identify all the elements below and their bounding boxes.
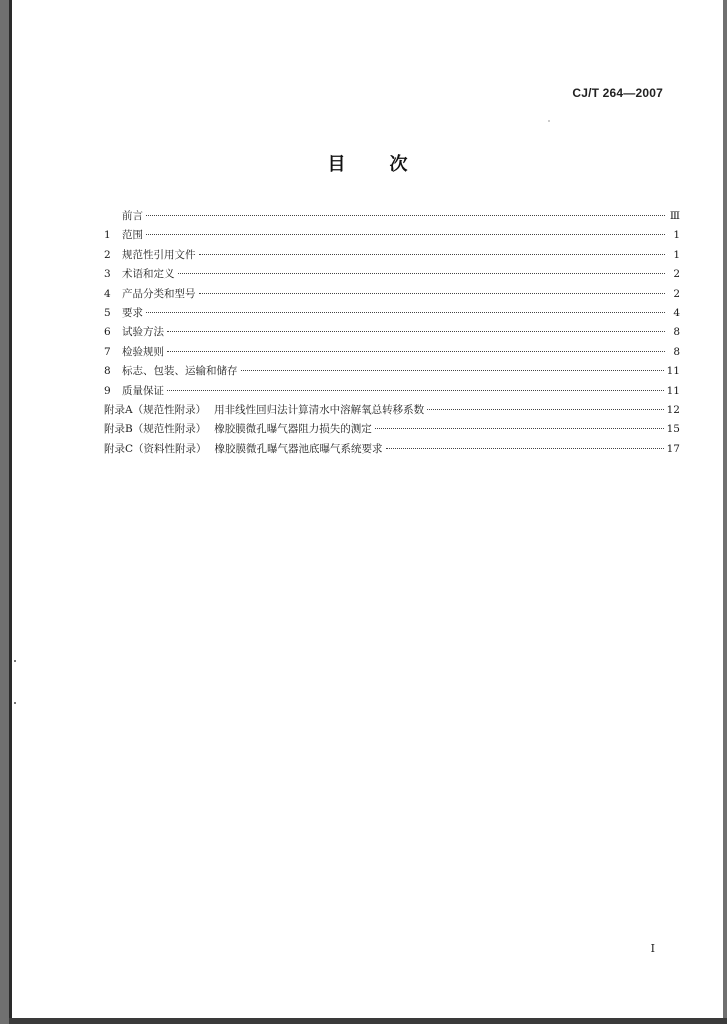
toc-entry-page: Ⅲ [669,210,680,222]
toc-entry-number: 6 [104,326,111,339]
toc-entry-label: 要求 [122,306,143,319]
toc-entry[interactable] [104,383,680,402]
toc-leader [199,293,666,294]
toc-entry-number: 1 [104,229,111,242]
toc-entry-page: 8 [673,345,680,358]
toc-entry-page: 11 [666,365,680,378]
toc-entry[interactable] [104,421,680,440]
toc-entry-page: 2 [673,268,680,281]
toc-entry-label: 范围 [122,229,143,242]
toc-entry[interactable] [104,286,680,305]
toc-entry-label: 用非线性回归法计算清水中溶解氧总转移系数 [214,403,425,416]
toc-leader [167,331,665,332]
toc-entry[interactable] [104,441,680,460]
page-shadow [9,1018,727,1024]
table-of-contents [104,208,680,460]
toc-entry-number: 5 [104,306,111,319]
toc-leader [146,215,665,216]
toc-entry-page: 2 [673,287,680,300]
toc-entry-page: 11 [666,384,680,397]
toc-entry-page: 8 [673,326,680,339]
toc-leader [146,312,665,313]
toc-entry-label: 橡胶膜微孔曝气器阻力损失的测定 [214,423,372,436]
toc-entry-page: 15 [666,423,680,436]
toc-entry-page: 4 [673,306,680,319]
toc-entry-label: 规范性引用文件 [122,248,196,261]
toc-entry[interactable] [104,208,680,227]
toc-leader [241,370,664,371]
toc-leader [167,390,664,391]
toc-entry-number: 附录A（规范性附录） [104,403,207,416]
scan-speck [14,660,16,662]
toc-entry-page: 1 [673,229,680,242]
page-number: I [650,942,655,955]
toc-entry[interactable] [104,247,680,266]
toc-entry[interactable] [104,266,680,285]
scan-speck [14,702,16,704]
toc-entry-label: 产品分类和型号 [122,287,196,300]
toc-entry-number: 3 [104,268,111,281]
toc-entry-number: 7 [104,345,111,358]
toc-leader [386,448,664,449]
toc-leader [167,351,665,352]
toc-leader [178,273,666,274]
toc-entry[interactable] [104,344,680,363]
toc-entry-label: 试验方法 [122,326,164,339]
toc-entry-page: 1 [673,248,680,261]
document-code: CJ/T 264—2007 [572,86,663,100]
document-page [9,0,723,1018]
toc-leader [199,254,666,255]
toc-entry-label: 橡胶膜微孔曝气器池底曝气系统要求 [214,442,383,455]
toc-leader [427,409,664,410]
toc-entry-label: 质量保证 [122,384,164,397]
toc-leader [375,428,664,429]
toc-entry-number: 9 [104,384,111,397]
toc-entry[interactable] [104,305,680,324]
page-title: 目次 [327,154,452,175]
toc-entry[interactable] [104,402,680,421]
toc-leader [146,234,665,235]
toc-entry-number: 附录B（规范性附录） [104,423,207,436]
toc-entry[interactable] [104,227,680,246]
toc-entry-label: 前言 [122,210,143,222]
toc-entry-label: 检验规则 [122,345,164,358]
toc-entry-number: 4 [104,287,111,300]
toc-entry-number: 2 [104,248,111,261]
toc-entry-number: 8 [104,365,111,378]
toc-entry-number: 附录C（资料性附录） [104,442,207,455]
toc-entry-page: 17 [666,442,680,455]
toc-entry[interactable] [104,363,680,382]
toc-entry-label: 术语和定义 [122,268,175,281]
toc-entry-page: 12 [666,403,680,416]
toc-entry[interactable] [104,324,680,343]
toc-entry-label: 标志、包装、运输和储存 [122,365,238,378]
scan-speck [548,120,550,122]
